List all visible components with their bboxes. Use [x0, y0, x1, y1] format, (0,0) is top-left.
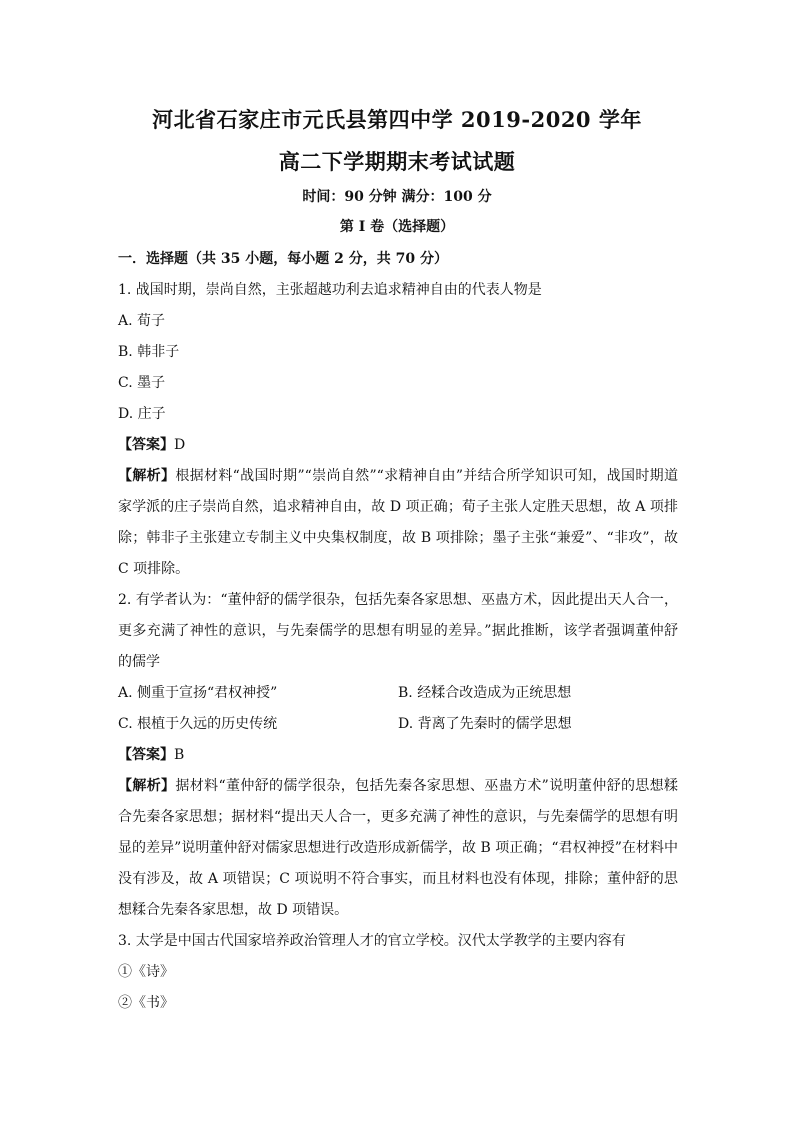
answer-value: B: [174, 747, 185, 763]
question-2-answer: [118, 740, 678, 771]
question-3-stem: 3. 太学是中国古代国家培养政治管理人才的官立学校。汉代太学教学的主要内容有: [118, 933, 626, 949]
exam-content: [118, 244, 678, 1019]
question-2-option-d: D. 背离了先秦时的儒学思想: [398, 716, 572, 732]
question-1-option-c: C. 墨子: [118, 375, 166, 391]
volume-heading: 第 I 卷（选择题）: [339, 219, 455, 235]
question-2-option-c: C. 根植于久远的历史传统: [118, 716, 278, 732]
analysis-text: 据材料“董仲舒的儒学很杂，包括先秦各家思想、巫蛊方术”说明董仲舒的思想糅合先秦各家思想；据材料“提出天人合一，更多充满了神性的意识，与先秦儒学的思想有明显的差异”说明董仲舒对儒家思想进行改造形成新儒学，故 B 项正确；“君权神授”在材料中没有涉及，故 A 项错误；C 项说明不符合事实，而且材料也没有体现，排除；董仲舒的思想糅合先秦各家思想，故 D 项错误。: [118, 778, 679, 918]
question-2-stem: 2. 有学者认为：“董仲舒的儒学很杂，包括先秦各家思想、巫蛊方术，因此提出天人合一，更多充满了神性的意识，与先秦儒学的思想有明显的差异。”据此推断，该学者强调董仲舒的儒学: [118, 592, 678, 670]
question-1-option-a: A. 荀子: [118, 313, 166, 329]
answer-label: 【答案】: [118, 437, 174, 453]
question-2-options-row-2: [118, 709, 678, 740]
exam-title-line1: 河北省石家庄市元氏县第四中学 2019-2020 学年: [152, 107, 642, 132]
question-2-options-row-1: [118, 678, 678, 709]
exam-meta: 时间：90 分钟 满分：100 分: [302, 189, 492, 205]
answer-value: D: [174, 437, 186, 453]
analysis-text: 根据材料“战国时期”“崇尚自然”“求精神自由”并结合所学知识可知，战国时期道家学派的庄子崇尚自然，追求精神自由，故 D 项正确；荀子主张人定胜天思想，故 A 项排除；韩非子主张建立专制主义中央集权制度，故 B 项排除；墨子主张“兼爱”、“非攻”，故 C 项排除。: [118, 468, 678, 577]
answer-label: 【答案】: [118, 747, 174, 763]
question-2-option-a: A. 侧重于宣扬“君权神授”: [118, 685, 278, 701]
question-1-stem: 1. 战国时期，崇尚自然，主张超越功利去追求精神自由的代表人物是: [118, 282, 542, 298]
section-heading: 一．选择题（共 35 小题，每小题 2 分，共 70 分）: [118, 251, 448, 267]
question-3-item-1: ①《诗》: [118, 964, 174, 980]
question-1-option-d: D. 庄子: [118, 406, 166, 422]
question-1-option-b: B. 韩非子: [118, 344, 180, 360]
question-1-answer: [118, 430, 678, 461]
analysis-label: 【解析】: [118, 468, 176, 484]
question-1-analysis: [118, 461, 678, 585]
question-3-item-2: ②《书》: [118, 995, 174, 1011]
exam-title-line2: 高二下学期期末考试试题: [278, 149, 516, 174]
analysis-label: 【解析】: [118, 778, 176, 794]
question-2-option-b: B. 经糅合改造成为正统思想: [398, 685, 572, 701]
question-2-analysis: [118, 771, 678, 926]
